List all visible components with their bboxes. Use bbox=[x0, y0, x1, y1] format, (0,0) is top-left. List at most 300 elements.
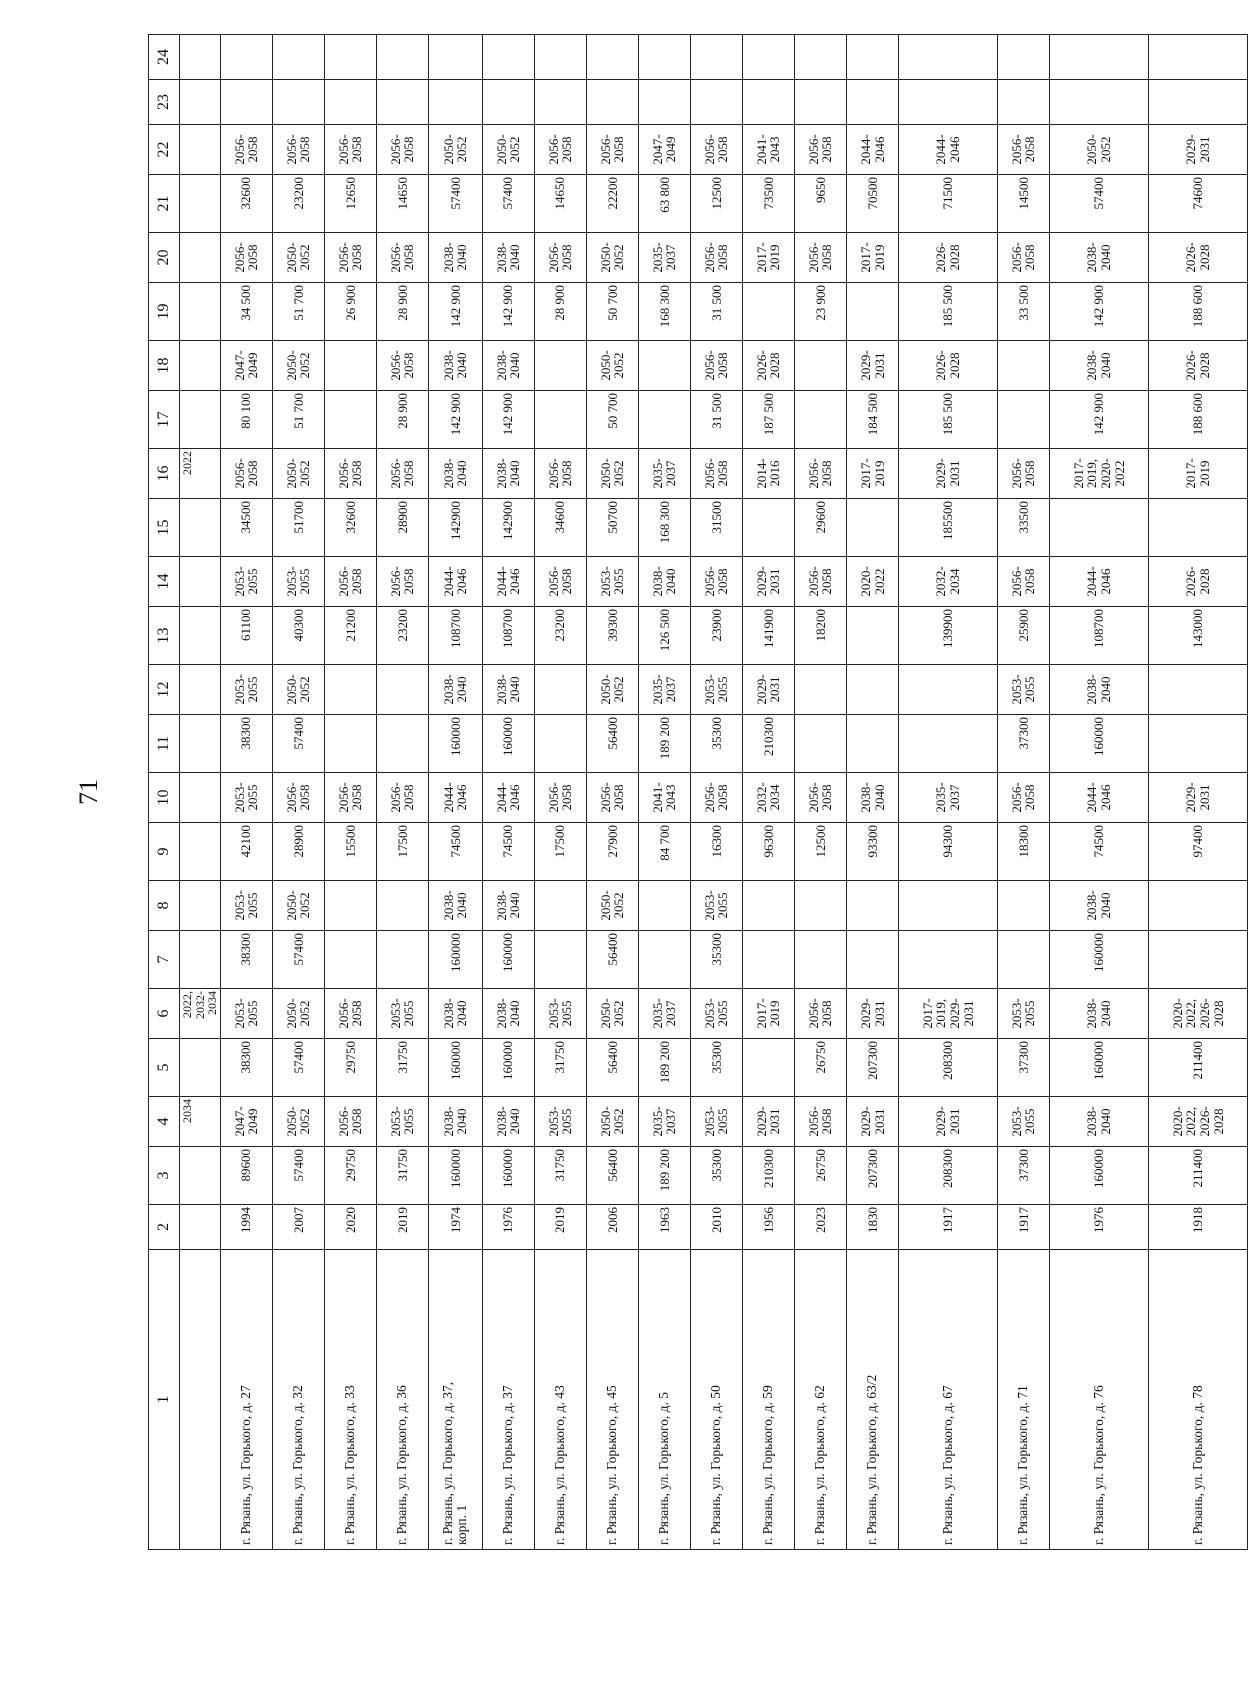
table-cell: 210300 bbox=[742, 1147, 794, 1205]
table-cell: 50 700 bbox=[586, 391, 638, 449]
data-table bbox=[148, 34, 1248, 1550]
table-cell bbox=[272, 35, 324, 80]
table-cell bbox=[180, 35, 221, 80]
table-cell: 2056- 2058 bbox=[586, 773, 638, 823]
table-cell bbox=[180, 499, 221, 557]
table-cell: 160000 bbox=[1049, 1039, 1148, 1097]
table-cell: 34500 bbox=[220, 499, 272, 557]
table-row bbox=[534, 35, 586, 1550]
table-cell: 2038- 2040 bbox=[428, 989, 482, 1039]
table-cell bbox=[846, 283, 898, 341]
table-cell: 94300 bbox=[899, 823, 998, 881]
table-cell: 38300 bbox=[220, 715, 272, 773]
table-cell: 2044- 2046 bbox=[428, 557, 482, 607]
table-cell: 189 200 bbox=[638, 715, 690, 773]
table-cell: 2056- 2058 bbox=[997, 125, 1049, 175]
table-cell: 73500 bbox=[742, 175, 794, 233]
table-row bbox=[742, 35, 794, 1550]
table-cell bbox=[180, 773, 221, 823]
table-cell bbox=[846, 881, 898, 931]
table-cell: 2050- 2052 bbox=[272, 449, 324, 499]
table-cell: 28 900 bbox=[376, 283, 428, 341]
table-cell: 50 700 bbox=[586, 283, 638, 341]
table-cell: 23900 bbox=[690, 607, 742, 665]
table-cell: 2056- 2058 bbox=[534, 233, 586, 283]
table-cell: г. Рязань, ул. Горького, д. 63/2 bbox=[846, 1250, 898, 1550]
table-cell: 2053- 2055 bbox=[220, 773, 272, 823]
table-cell bbox=[1049, 80, 1148, 125]
table-cell: 23 bbox=[149, 80, 180, 125]
table-cell: 10 bbox=[149, 773, 180, 823]
table-cell: 2056- 2058 bbox=[272, 125, 324, 175]
table-cell: 142900 bbox=[428, 499, 482, 557]
table-cell bbox=[1148, 80, 1247, 125]
table-cell: 2026- 2028 bbox=[899, 233, 998, 283]
table-cell: 2050- 2052 bbox=[428, 125, 482, 175]
table-row bbox=[690, 35, 742, 1550]
table-cell: 35300 bbox=[690, 715, 742, 773]
table-cell: 16 bbox=[149, 449, 180, 499]
table-cell: 2056- 2058 bbox=[997, 449, 1049, 499]
table-cell: г. Рязань, ул. Горького, д. 32 bbox=[272, 1250, 324, 1550]
table-cell: г. Рязань, ул. Горького, д. 37 bbox=[482, 1250, 534, 1550]
table-cell bbox=[846, 35, 898, 80]
table-cell bbox=[1049, 499, 1148, 557]
table-cell bbox=[180, 931, 221, 989]
table-cell: 2044- 2046 bbox=[482, 773, 534, 823]
table-cell: 2006 bbox=[586, 1205, 638, 1250]
table-cell: 21200 bbox=[324, 607, 376, 665]
table-cell: 14650 bbox=[376, 175, 428, 233]
table-cell: 2050- 2052 bbox=[586, 341, 638, 391]
table-cell: 2056- 2058 bbox=[794, 233, 846, 283]
table-cell: 96300 bbox=[742, 823, 794, 881]
table-cell: 2029- 2031 bbox=[899, 1097, 998, 1147]
table-cell: 2056- 2058 bbox=[534, 557, 586, 607]
table-cell: 2056- 2058 bbox=[690, 341, 742, 391]
table-cell: 2044- 2046 bbox=[1049, 557, 1148, 607]
table-cell: г. Рязань, ул. Горького, д. 62 bbox=[794, 1250, 846, 1550]
table-cell: 2050- 2052 bbox=[1049, 125, 1148, 175]
table-cell: 15500 bbox=[324, 823, 376, 881]
table-cell: 17500 bbox=[534, 823, 586, 881]
table-cell bbox=[324, 931, 376, 989]
table-cell: 13 bbox=[149, 607, 180, 665]
table-cell: 25900 bbox=[997, 607, 1049, 665]
table-cell: 28900 bbox=[272, 823, 324, 881]
table-cell: 2029- 2031 bbox=[846, 989, 898, 1039]
table-cell: 160000 bbox=[1049, 715, 1148, 773]
table-cell: 2026- 2028 bbox=[899, 341, 998, 391]
table-cell: 2026- 2028 bbox=[1148, 557, 1247, 607]
table-cell: 2038- 2040 bbox=[1049, 881, 1148, 931]
table-cell: 16300 bbox=[690, 823, 742, 881]
table-cell: 56400 bbox=[586, 1039, 638, 1097]
table-cell: г. Рязань, ул. Горького, д. 59 bbox=[742, 1250, 794, 1550]
table-cell: 160000 bbox=[482, 715, 534, 773]
table-cell bbox=[997, 80, 1049, 125]
table-cell: 89600 bbox=[220, 1147, 272, 1205]
table-cell: 2038- 2040 bbox=[428, 449, 482, 499]
table-cell: 2017- 2019 bbox=[1148, 449, 1247, 499]
table-cell: 15 bbox=[149, 499, 180, 557]
table-cell bbox=[324, 341, 376, 391]
table-cell: 141900 bbox=[742, 607, 794, 665]
table-cell: 185 500 bbox=[899, 283, 998, 341]
table-cell bbox=[180, 665, 221, 715]
table-cell: 2017- 2019 bbox=[846, 233, 898, 283]
table-cell: г. Рязань, ул. Горького, д. 67 bbox=[899, 1250, 998, 1550]
table-cell bbox=[180, 1147, 221, 1205]
table-cell bbox=[638, 80, 690, 125]
table-cell: 160000 bbox=[482, 1147, 534, 1205]
table-cell: 2056- 2058 bbox=[586, 125, 638, 175]
table-cell: 2029- 2031 bbox=[846, 1097, 898, 1147]
table-cell: 2029- 2031 bbox=[742, 665, 794, 715]
table-cell: 38300 bbox=[220, 931, 272, 989]
table-cell: 57400 bbox=[482, 175, 534, 233]
table-cell: 23 900 bbox=[794, 283, 846, 341]
table-cell: 188 600 bbox=[1148, 283, 1247, 341]
table-cell bbox=[638, 391, 690, 449]
table-cell: 2053- 2055 bbox=[534, 989, 586, 1039]
table-cell: 142 900 bbox=[428, 283, 482, 341]
table-cell: 31500 bbox=[690, 499, 742, 557]
table-cell: 2050- 2052 bbox=[586, 1097, 638, 1147]
table-cell: 37300 bbox=[997, 715, 1049, 773]
table-row bbox=[794, 35, 846, 1550]
table-cell: 2044- 2046 bbox=[482, 557, 534, 607]
table-cell bbox=[180, 175, 221, 233]
table-cell bbox=[220, 80, 272, 125]
table-cell: 1830 bbox=[846, 1205, 898, 1250]
table-cell: 2047- 2049 bbox=[220, 341, 272, 391]
table-cell: 1917 bbox=[997, 1205, 1049, 1250]
table-row bbox=[1148, 35, 1247, 1550]
table-cell: 210300 bbox=[742, 715, 794, 773]
table-cell: 23200 bbox=[376, 607, 428, 665]
table-cell: 12500 bbox=[794, 823, 846, 881]
table-cell: 51700 bbox=[272, 499, 324, 557]
table-cell bbox=[272, 80, 324, 125]
table-cell: 2047- 2049 bbox=[220, 1097, 272, 1147]
table-cell: 2050- 2052 bbox=[272, 881, 324, 931]
table-cell: 2019 bbox=[376, 1205, 428, 1250]
table-cell bbox=[376, 665, 428, 715]
table-cell: 2053- 2055 bbox=[376, 1097, 428, 1147]
table-cell: 2034 bbox=[180, 1097, 221, 1147]
table-cell: 2056- 2058 bbox=[997, 773, 1049, 823]
table-cell: 26 900 bbox=[324, 283, 376, 341]
table-cell: 160000 bbox=[1049, 1147, 1148, 1205]
table-cell: 2035- 2037 bbox=[638, 989, 690, 1039]
table-cell: 2056- 2058 bbox=[376, 773, 428, 823]
table-cell: 22200 bbox=[586, 175, 638, 233]
table-cell bbox=[220, 35, 272, 80]
table-cell: 2056- 2058 bbox=[324, 989, 376, 1039]
table-cell: 38300 bbox=[220, 1039, 272, 1097]
subheader-row bbox=[180, 35, 221, 1550]
table-cell: 160000 bbox=[428, 1147, 482, 1205]
table-cell: 37300 bbox=[997, 1147, 1049, 1205]
table-row bbox=[586, 35, 638, 1550]
table-cell bbox=[690, 80, 742, 125]
table-cell bbox=[180, 233, 221, 283]
table-cell: 2017- 2019 bbox=[742, 989, 794, 1039]
table-cell bbox=[180, 125, 221, 175]
table-cell: 168 300 bbox=[638, 283, 690, 341]
table-cell: 33500 bbox=[997, 499, 1049, 557]
table-cell: 8 bbox=[149, 881, 180, 931]
table-cell: 2032- 2034 bbox=[742, 773, 794, 823]
table-cell: г. Рязань, ул. Горького, д. 37, корп. 1 bbox=[428, 1250, 482, 1550]
table-cell: 20 bbox=[149, 233, 180, 283]
table-cell: 24 bbox=[149, 35, 180, 80]
page-number: 71 bbox=[74, 779, 103, 805]
table-cell: 207300 bbox=[846, 1039, 898, 1097]
table-cell bbox=[376, 80, 428, 125]
table-cell bbox=[638, 35, 690, 80]
table-cell: 35300 bbox=[690, 1039, 742, 1097]
table-cell: 2029- 2031 bbox=[1148, 773, 1247, 823]
table-cell: 2056- 2058 bbox=[324, 557, 376, 607]
table-row bbox=[428, 35, 482, 1550]
table-cell: 2038- 2040 bbox=[428, 881, 482, 931]
table-cell bbox=[742, 881, 794, 931]
table-cell bbox=[638, 931, 690, 989]
table-cell: 2026- 2028 bbox=[1148, 233, 1247, 283]
table-cell: 2056- 2058 bbox=[324, 125, 376, 175]
table-cell: 208300 bbox=[899, 1147, 998, 1205]
table-cell bbox=[180, 1250, 221, 1550]
table-cell: 27900 bbox=[586, 823, 638, 881]
table-cell bbox=[586, 80, 638, 125]
table-cell bbox=[794, 341, 846, 391]
table-cell: 2053- 2055 bbox=[220, 665, 272, 715]
table-cell: 34600 bbox=[534, 499, 586, 557]
table-cell: 160000 bbox=[482, 931, 534, 989]
table-cell: 185500 bbox=[899, 499, 998, 557]
table-cell bbox=[1148, 665, 1247, 715]
table-cell: 2038- 2040 bbox=[1049, 341, 1148, 391]
table-cell: 50700 bbox=[586, 499, 638, 557]
table-cell: 97400 bbox=[1148, 823, 1247, 881]
table-cell: 14 bbox=[149, 557, 180, 607]
table-cell: 57400 bbox=[272, 1039, 324, 1097]
table-cell: 28 900 bbox=[376, 391, 428, 449]
table-cell: 2026- 2028 bbox=[1148, 341, 1247, 391]
table-cell: 70500 bbox=[846, 175, 898, 233]
table-cell: 21 bbox=[149, 175, 180, 233]
table-cell: 31750 bbox=[534, 1147, 586, 1205]
table-cell: 2029- 2031 bbox=[1148, 125, 1247, 175]
table-cell bbox=[794, 665, 846, 715]
table-cell: 2056- 2058 bbox=[690, 773, 742, 823]
table-cell: 61100 bbox=[220, 607, 272, 665]
table-cell bbox=[1148, 881, 1247, 931]
table-cell: 2050- 2052 bbox=[272, 989, 324, 1039]
table-cell: 2056- 2058 bbox=[997, 233, 1049, 283]
table-cell: 2050- 2052 bbox=[272, 665, 324, 715]
table-cell bbox=[742, 1039, 794, 1097]
table-cell: 2056- 2058 bbox=[690, 125, 742, 175]
table-cell: г. Рязань, ул. Горького, д. 78 bbox=[1148, 1250, 1247, 1550]
table-cell: 57400 bbox=[428, 175, 482, 233]
table-cell: 2038- 2040 bbox=[428, 233, 482, 283]
table-cell: 42100 bbox=[220, 823, 272, 881]
table-cell: 2050- 2052 bbox=[586, 233, 638, 283]
table-cell: 2038- 2040 bbox=[482, 1097, 534, 1147]
table-row bbox=[272, 35, 324, 1550]
table-cell: 9650 bbox=[794, 175, 846, 233]
table-cell: 2056- 2058 bbox=[794, 557, 846, 607]
table-cell: 56400 bbox=[586, 1147, 638, 1205]
table-cell: 2029- 2031 bbox=[846, 341, 898, 391]
table-cell bbox=[534, 35, 586, 80]
table-cell bbox=[180, 391, 221, 449]
table-cell: 2035- 2037 bbox=[638, 1097, 690, 1147]
table-cell bbox=[428, 80, 482, 125]
table-cell: 2056- 2058 bbox=[220, 449, 272, 499]
table-cell: 126 500 bbox=[638, 607, 690, 665]
table-cell: 2056- 2058 bbox=[794, 989, 846, 1039]
table-cell bbox=[180, 607, 221, 665]
table-cell: г. Рязань, ул. Горького, д. 76 bbox=[1049, 1250, 1148, 1550]
table-cell: 2056- 2058 bbox=[690, 233, 742, 283]
table-cell: 1963 bbox=[638, 1205, 690, 1250]
table-cell: 1976 bbox=[1049, 1205, 1148, 1250]
table-cell bbox=[794, 931, 846, 989]
table-cell: 2053- 2055 bbox=[690, 881, 742, 931]
table-cell: 22 bbox=[149, 125, 180, 175]
table-cell bbox=[899, 881, 998, 931]
table-cell bbox=[376, 881, 428, 931]
table-row bbox=[846, 35, 898, 1550]
table-cell: 2053- 2055 bbox=[220, 557, 272, 607]
table-cell bbox=[180, 1205, 221, 1250]
table-cell: 2044- 2046 bbox=[846, 125, 898, 175]
table-cell bbox=[534, 391, 586, 449]
table-cell: г. Рязань, ул. Горького, д. 50 bbox=[690, 1250, 742, 1550]
table-cell: 2047- 2049 bbox=[638, 125, 690, 175]
table-cell: 208300 bbox=[899, 1039, 998, 1097]
table-cell: 2029- 2031 bbox=[742, 557, 794, 607]
table-cell: 2017- 2019 bbox=[846, 449, 898, 499]
table-cell: 9 bbox=[149, 823, 180, 881]
table-cell: 2020- 2022, 2026- 2028 bbox=[1148, 989, 1247, 1039]
table-cell: 23200 bbox=[534, 607, 586, 665]
table-cell: 14650 bbox=[534, 175, 586, 233]
table-cell: 74500 bbox=[1049, 823, 1148, 881]
table-cell: 2053- 2055 bbox=[690, 989, 742, 1039]
table-cell: 19 bbox=[149, 283, 180, 341]
table-row bbox=[997, 35, 1049, 1550]
table-cell bbox=[899, 715, 998, 773]
table-cell: 2022 bbox=[180, 449, 221, 499]
table-cell: 29750 bbox=[324, 1039, 376, 1097]
table-cell: 2038- 2040 bbox=[1049, 665, 1148, 715]
table-cell: 2017- 2019, 2029- 2031 bbox=[899, 989, 998, 1039]
table-cell: 1994 bbox=[220, 1205, 272, 1250]
table-row bbox=[638, 35, 690, 1550]
table-cell bbox=[376, 35, 428, 80]
table-cell: 160000 bbox=[482, 1039, 534, 1097]
table-row bbox=[220, 35, 272, 1550]
table-cell: 2053- 2055 bbox=[220, 989, 272, 1039]
table-cell: 2056- 2058 bbox=[324, 1097, 376, 1147]
table-cell: 74500 bbox=[428, 823, 482, 881]
table-cell: г. Рязань, ул. Горького, д. 33 bbox=[324, 1250, 376, 1550]
table-cell: 2032- 2034 bbox=[899, 557, 998, 607]
rotated-table-wrapper bbox=[148, 49, 1248, 1550]
table-cell: 2038- 2040 bbox=[638, 557, 690, 607]
table-cell: 2050- 2052 bbox=[586, 449, 638, 499]
table-cell bbox=[428, 35, 482, 80]
table-cell: 1 bbox=[149, 1250, 180, 1550]
table-cell bbox=[534, 341, 586, 391]
table-cell bbox=[846, 931, 898, 989]
table-cell bbox=[324, 35, 376, 80]
table-cell: 2056- 2058 bbox=[690, 449, 742, 499]
table-cell: 2050- 2052 bbox=[586, 989, 638, 1039]
table-cell: 57400 bbox=[272, 931, 324, 989]
table-cell: г. Рязань, ул. Горького, д. 36 bbox=[376, 1250, 428, 1550]
table-cell bbox=[690, 35, 742, 80]
table-cell bbox=[324, 665, 376, 715]
table-cell bbox=[742, 499, 794, 557]
table-cell: 2053- 2055 bbox=[997, 989, 1049, 1039]
table-cell bbox=[846, 665, 898, 715]
table-cell: 31750 bbox=[376, 1147, 428, 1205]
table-cell bbox=[742, 80, 794, 125]
table-cell: 108700 bbox=[1049, 607, 1148, 665]
table-cell: 1956 bbox=[742, 1205, 794, 1250]
table-cell: 2056- 2058 bbox=[690, 557, 742, 607]
table-cell: 2029- 2031 bbox=[899, 449, 998, 499]
table-cell: 40300 bbox=[272, 607, 324, 665]
table-cell: 160000 bbox=[428, 931, 482, 989]
table-cell: 74600 bbox=[1148, 175, 1247, 233]
table-cell: 29750 bbox=[324, 1147, 376, 1205]
table-cell: 2038- 2040 bbox=[428, 341, 482, 391]
table-cell bbox=[899, 931, 998, 989]
table-cell bbox=[846, 499, 898, 557]
table-cell bbox=[180, 823, 221, 881]
table-cell bbox=[534, 665, 586, 715]
table-cell bbox=[324, 80, 376, 125]
table-cell: 2056- 2058 bbox=[376, 449, 428, 499]
table-cell: 39300 bbox=[586, 607, 638, 665]
table-cell bbox=[1148, 715, 1247, 773]
table-cell: 211400 bbox=[1148, 1147, 1247, 1205]
table-cell: 142 900 bbox=[428, 391, 482, 449]
table-cell bbox=[180, 881, 221, 931]
table-cell bbox=[997, 341, 1049, 391]
table-cell: 2053- 2055 bbox=[376, 989, 428, 1039]
table-cell: 2022, 2032- 2034 bbox=[180, 989, 221, 1039]
table-cell: 93300 bbox=[846, 823, 898, 881]
table-cell: 2050- 2052 bbox=[482, 125, 534, 175]
table-cell: 108700 bbox=[428, 607, 482, 665]
table-cell: 26750 bbox=[794, 1147, 846, 1205]
table-cell: 189 200 bbox=[638, 1039, 690, 1097]
table-cell: 11 bbox=[149, 715, 180, 773]
table-cell: 18 bbox=[149, 341, 180, 391]
table-cell: 207300 bbox=[846, 1147, 898, 1205]
table-cell: г. Рязань, ул. Горького, д. 43 bbox=[534, 1250, 586, 1550]
table-cell: 2044- 2046 bbox=[1049, 773, 1148, 823]
table-cell: 2026- 2028 bbox=[742, 341, 794, 391]
